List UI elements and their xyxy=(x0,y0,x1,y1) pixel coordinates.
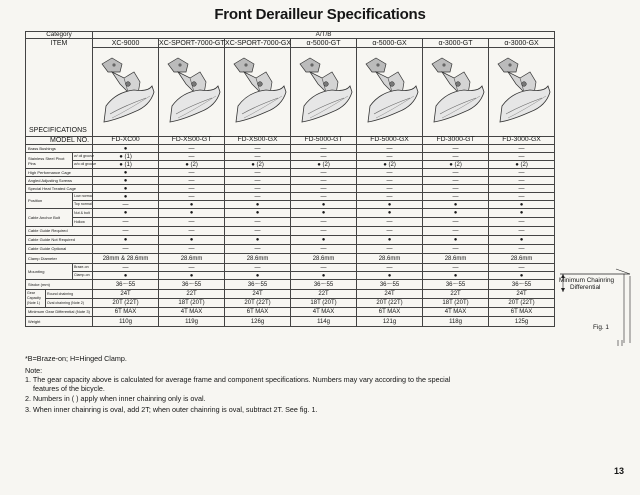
cell-weight: 121g xyxy=(357,317,423,327)
row-label-without-oil-groove: w/o oil groove xyxy=(73,161,93,169)
derailleur-drawing xyxy=(160,48,224,134)
row-label-gear-capacity: Gear Capacity (Note 1) xyxy=(26,290,46,308)
cell-nut-bolt: ● xyxy=(225,209,291,218)
cell-top-normal: — xyxy=(93,201,159,209)
derailleur-image xyxy=(225,48,291,137)
cell-round-chainring: 22T xyxy=(159,290,225,299)
derailleur-drawing xyxy=(358,48,422,134)
derailleur-image xyxy=(357,48,423,137)
model-item-name: α-3000-GX xyxy=(489,39,555,48)
cell-high-performance-cage: — xyxy=(357,169,423,177)
cell-cable-guide-optional: — xyxy=(225,245,291,254)
figure-1 xyxy=(556,268,634,348)
cell-nut-bolt: ● xyxy=(159,209,225,218)
cell-brass-bushings: — xyxy=(225,145,291,153)
cell-round-chainring: 24T xyxy=(225,290,291,299)
cell-clamp-on: ● xyxy=(159,272,225,280)
table-row xyxy=(26,48,555,137)
table-row xyxy=(26,308,555,317)
cell-minimum-gear-differential: 6T MAX xyxy=(489,308,555,317)
cell-special-heat-treated-cage: — xyxy=(159,185,225,193)
cell-high-performance-cage: ● xyxy=(93,169,159,177)
table-row xyxy=(26,264,555,272)
cell-nut-bolt: ● xyxy=(93,209,159,218)
note-2: 2. Numbers in ( ) apply when inner chainring only is oval. xyxy=(25,394,206,403)
row-label-cable-anchor-bolt: Cable Anchor Bolt xyxy=(26,209,73,227)
table-row xyxy=(26,209,555,218)
cell-minimum-gear-differential: 4T MAX xyxy=(159,308,225,317)
cell-special-heat-treated-cage: — xyxy=(225,185,291,193)
row-label-clamp-on: Clamp-on xyxy=(73,272,93,280)
cell-braze-on: — xyxy=(93,264,159,272)
row-label-braze-on: Braze-on xyxy=(73,264,93,272)
item-cell xyxy=(26,39,93,137)
derailleur-image xyxy=(159,48,225,137)
cell-with-oil-groove: — xyxy=(225,153,291,161)
note-heading: Note: xyxy=(25,366,43,375)
cell-cable-guide-optional: — xyxy=(93,245,159,254)
row-label-oval-chainring: Oval chainring (Note 2) xyxy=(46,299,93,308)
row-label-minimum-gear-differential: Minimum Gear Differential (Note 3) xyxy=(26,308,93,317)
cell-angled-adjusting-screws: — xyxy=(291,177,357,185)
model-item-name: α-5000-GT xyxy=(291,39,357,48)
derailleur-image xyxy=(489,48,555,137)
specifications-table xyxy=(25,31,555,327)
row-label-mounting: Mounting xyxy=(26,264,73,280)
cell-cable-guide-not-required: ● xyxy=(489,236,555,245)
cell-cable-guide-not-required: ● xyxy=(225,236,291,245)
model-item-name: α-5000-GX xyxy=(357,39,423,48)
table-row xyxy=(26,245,555,254)
cell-clamp-on: ● xyxy=(423,272,489,280)
row-label-with-oil-groove: w/ oil groove xyxy=(73,153,93,161)
cell-oval-chainring: 20T (22T) xyxy=(489,299,555,308)
cell-angled-adjusting-screws: — xyxy=(159,177,225,185)
cell-clamp-on: ● xyxy=(225,272,291,280)
row-label-brass-bushings: Brass Bushings xyxy=(26,145,93,153)
cell-clamp-diameter: 28.6mm xyxy=(291,254,357,264)
cell-weight: 118g xyxy=(423,317,489,327)
derailleur-image xyxy=(423,48,489,137)
cell-oval-chainring: 18T (20T) xyxy=(291,299,357,308)
table-row xyxy=(26,32,555,39)
cell-brass-bushings: — xyxy=(489,145,555,153)
cell-clamp-on: ● xyxy=(489,272,555,280)
cell-with-oil-groove: — xyxy=(489,153,555,161)
cell-brass-bushings: — xyxy=(423,145,489,153)
figure-caption: Fig. 1 xyxy=(593,324,609,331)
cell-cable-guide-optional: — xyxy=(159,245,225,254)
cell-cable-guide-not-required: ● xyxy=(93,236,159,245)
cell-clamp-on: ● xyxy=(291,272,357,280)
cell-without-oil-groove: ● (1) xyxy=(93,161,159,169)
table-row xyxy=(26,272,555,280)
cell-without-oil-groove: ● (2) xyxy=(423,161,489,169)
cell-minimum-gear-differential: 6T MAX xyxy=(357,308,423,317)
cell-hollow: — xyxy=(423,218,489,227)
row-label-cable-guide-optional: Cable Guide Optional xyxy=(26,245,93,254)
cell-round-chainring: 24T xyxy=(489,290,555,299)
cell-clamp-on: ● xyxy=(357,272,423,280)
row-label-high-performance-cage: High Performance Cage xyxy=(26,169,93,177)
cell-cable-guide-optional: — xyxy=(291,245,357,254)
page-title: Front Derailleur Specifications xyxy=(214,6,426,23)
table-row xyxy=(26,280,555,290)
cell-low-normal: — xyxy=(423,193,489,201)
item-label: ITEM xyxy=(50,40,68,48)
row-label-stainless-steel: Stainless Steel Pivot Pins xyxy=(26,153,73,169)
cell-nut-bolt: ● xyxy=(423,209,489,218)
row-label-special-heat-treated-cage: Special Heat Treated Cage xyxy=(26,185,93,193)
cell-clamp-diameter: 28.6mm xyxy=(423,254,489,264)
cell-round-chainring: 24T xyxy=(93,290,159,299)
cell-cable-guide-optional: — xyxy=(357,245,423,254)
cell-low-normal: — xyxy=(291,193,357,201)
cell-high-performance-cage: — xyxy=(291,169,357,177)
cell-weight: 125g xyxy=(489,317,555,327)
cell-without-oil-groove: ● (2) xyxy=(225,161,291,169)
cell-with-oil-groove: — xyxy=(423,153,489,161)
model-no-value: FD-3000-GT xyxy=(423,137,489,145)
row-label-cable-guide-not-required: Cable Guide Not Required xyxy=(26,236,93,245)
cell-special-heat-treated-cage: — xyxy=(357,185,423,193)
cell-hollow: — xyxy=(357,218,423,227)
cell-braze-on: — xyxy=(489,264,555,272)
page-number: 13 xyxy=(614,466,625,476)
cell-high-performance-cage: — xyxy=(489,169,555,177)
cell-angled-adjusting-screws: — xyxy=(489,177,555,185)
table-row xyxy=(26,39,555,48)
cell-stroke: 36～55 xyxy=(291,280,357,290)
cell-cable-guide-required: — xyxy=(357,227,423,236)
cell-round-chainring: 22T xyxy=(291,290,357,299)
cell-high-performance-cage: — xyxy=(423,169,489,177)
cell-with-oil-groove: — xyxy=(291,153,357,161)
derailleur-drawing xyxy=(490,48,554,134)
model-no-value: FD-3000-GX xyxy=(489,137,555,145)
cell-minimum-gear-differential: 6T MAX xyxy=(93,308,159,317)
cell-hollow: — xyxy=(489,218,555,227)
table-row xyxy=(26,236,555,245)
cell-stroke: 36～55 xyxy=(159,280,225,290)
model-item-name: XC-SPORT-7000-GT xyxy=(159,39,225,47)
derailleur-image xyxy=(93,48,159,137)
model-item-name: XC-9000 xyxy=(93,39,159,48)
row-label-clamp-diameter: Clamp Diameter xyxy=(26,254,93,264)
cell-top-normal: ● xyxy=(291,201,357,209)
cell-angled-adjusting-screws: — xyxy=(225,177,291,185)
table-row xyxy=(26,153,555,161)
cell-weight: 126g xyxy=(225,317,291,327)
model-item-name: α-3000-GT xyxy=(423,39,489,48)
cell-braze-on: — xyxy=(291,264,357,272)
cell-weight: 114g xyxy=(291,317,357,327)
row-label-nut-bolt: Nut & bolt xyxy=(73,209,93,218)
cell-round-chainring: 22T xyxy=(423,290,489,299)
note-1a: 1. The gear capacity above is calculated for average frame and component specifications. Numbers may vary according to the special xyxy=(25,375,451,384)
derailleur-drawing xyxy=(226,48,290,134)
cell-top-normal: ● xyxy=(423,201,489,209)
cell-angled-adjusting-screws: — xyxy=(423,177,489,185)
cell-without-oil-groove: ● (2) xyxy=(159,161,225,169)
cell-angled-adjusting-screws: — xyxy=(357,177,423,185)
cell-braze-on: — xyxy=(225,264,291,272)
cell-oval-chainring: 20T (22T) xyxy=(357,299,423,308)
cell-top-normal: ● xyxy=(159,201,225,209)
row-label-low-normal: Low normal xyxy=(73,193,93,201)
cell-stroke: 36～55 xyxy=(423,280,489,290)
cell-without-oil-groove: ● (2) xyxy=(357,161,423,169)
model-no-value: FD-5000-GT xyxy=(291,137,357,145)
cell-cable-guide-required: — xyxy=(291,227,357,236)
model-no-value: FD-5000-GX xyxy=(357,137,423,145)
cell-nut-bolt: ● xyxy=(489,209,555,218)
cell-cable-guide-not-required: ● xyxy=(159,236,225,245)
cell-with-oil-groove: — xyxy=(159,153,225,161)
cell-cable-guide-required: — xyxy=(489,227,555,236)
cell-clamp-diameter: 28.6mm xyxy=(357,254,423,264)
cell-hollow: — xyxy=(225,218,291,227)
category-label: Category xyxy=(26,32,93,39)
cell-clamp-on: ● xyxy=(93,272,159,280)
cell-brass-bushings: — xyxy=(357,145,423,153)
category-value: A/T/B xyxy=(93,32,555,39)
cell-stroke: 36～55 xyxy=(489,280,555,290)
cell-stroke: 36～55 xyxy=(93,280,159,290)
braze-hinged-note: *B=Braze-on; H=Hinged Clamp. xyxy=(25,354,127,363)
table-body xyxy=(26,32,555,327)
derailleur-drawing xyxy=(94,48,158,134)
cell-with-oil-groove: ● (1) xyxy=(93,153,159,161)
cell-low-normal: — xyxy=(225,193,291,201)
cell-hollow: — xyxy=(159,218,225,227)
row-label-top-normal: Top normal xyxy=(73,201,93,209)
note-1b: features of the bicycle. xyxy=(33,384,105,393)
cell-top-normal: ● xyxy=(357,201,423,209)
table-row xyxy=(26,290,555,299)
cell-angled-adjusting-screws: ● xyxy=(93,177,159,185)
cell-stroke: 36～55 xyxy=(225,280,291,290)
cell-cable-guide-optional: — xyxy=(423,245,489,254)
cell-low-normal: ● xyxy=(93,193,159,201)
cell-nut-bolt: ● xyxy=(357,209,423,218)
cell-cable-guide-required: — xyxy=(225,227,291,236)
derailleur-image xyxy=(291,48,357,137)
cell-round-chainring: 24T xyxy=(357,290,423,299)
cell-cable-guide-not-required: ● xyxy=(357,236,423,245)
row-label-angled-adjusting-screws: Angled Adjusting Screws xyxy=(26,177,93,185)
cell-special-heat-treated-cage: — xyxy=(291,185,357,193)
model-item-name: XC-SPORT-7000-GX xyxy=(225,39,292,47)
cell-clamp-diameter: 28.6mm xyxy=(225,254,291,264)
cell-special-heat-treated-cage: ● xyxy=(93,185,159,193)
cell-cable-guide-required: — xyxy=(159,227,225,236)
cell-high-performance-cage: — xyxy=(225,169,291,177)
cell-weight: 119g xyxy=(159,317,225,327)
cell-oval-chainring: 20T (22T) xyxy=(93,299,159,308)
cell-without-oil-groove: ● (2) xyxy=(489,161,555,169)
row-label-stroke: Stroke (mm) xyxy=(26,280,93,290)
table-row xyxy=(26,145,555,153)
cell-brass-bushings: ● xyxy=(93,145,159,153)
figure-label-1: Minimum Chainring xyxy=(559,277,615,284)
cell-clamp-diameter: 28mm & 28.6mm xyxy=(93,254,159,264)
cell-high-performance-cage: — xyxy=(159,169,225,177)
model-no-value: FD-XS00-GX xyxy=(225,137,291,145)
table-row xyxy=(26,137,555,145)
cell-braze-on: — xyxy=(423,264,489,272)
row-label-hollow: Hollow xyxy=(73,218,93,227)
cell-low-normal: — xyxy=(489,193,555,201)
table-row xyxy=(26,177,555,185)
cell-cable-guide-not-required: ● xyxy=(291,236,357,245)
table-row xyxy=(26,227,555,236)
model-no-label: MODEL NO. xyxy=(26,137,93,145)
cell-minimum-gear-differential: 4T MAX xyxy=(423,308,489,317)
table-row xyxy=(26,185,555,193)
table-row xyxy=(26,169,555,177)
cell-top-normal: ● xyxy=(225,201,291,209)
specifications-label: SPECIFICATIONS xyxy=(29,127,87,135)
table-row xyxy=(26,201,555,209)
row-label-position: Position xyxy=(26,193,73,209)
cell-hollow: — xyxy=(291,218,357,227)
cell-braze-on: — xyxy=(159,264,225,272)
note-3: 3. When inner chainring is oval, add 2T; when outer chainring is oval, subtract 2T. See fig. 1. xyxy=(25,405,318,414)
row-label-weight: Weight xyxy=(26,317,93,327)
table-row xyxy=(26,299,555,308)
cell-without-oil-groove: ● (2) xyxy=(291,161,357,169)
cell-low-normal: — xyxy=(357,193,423,201)
cell-oval-chainring: 18T (20T) xyxy=(423,299,489,308)
model-no-value: FD-XC00 xyxy=(93,137,159,145)
cell-cable-guide-not-required: ● xyxy=(423,236,489,245)
cell-minimum-gear-differential: 6T MAX xyxy=(225,308,291,317)
cell-special-heat-treated-cage: — xyxy=(423,185,489,193)
cell-hollow: — xyxy=(93,218,159,227)
cell-oval-chainring: 18T (20T) xyxy=(159,299,225,308)
cell-brass-bushings: — xyxy=(291,145,357,153)
cell-top-normal: ● xyxy=(489,201,555,209)
cell-minimum-gear-differential: 4T MAX xyxy=(291,308,357,317)
cell-cable-guide-required: — xyxy=(423,227,489,236)
table-row xyxy=(26,317,555,327)
cell-nut-bolt: ● xyxy=(291,209,357,218)
derailleur-drawing xyxy=(292,48,356,134)
table-row xyxy=(26,254,555,264)
derailleur-drawing xyxy=(424,48,488,134)
figure-label-2: Differential xyxy=(570,284,601,291)
cell-clamp-diameter: 28.6mm xyxy=(159,254,225,264)
cell-cable-guide-required: — xyxy=(93,227,159,236)
cell-low-normal: — xyxy=(159,193,225,201)
cell-braze-on: — xyxy=(357,264,423,272)
cell-with-oil-groove: — xyxy=(357,153,423,161)
cell-weight: 110g xyxy=(93,317,159,327)
cell-brass-bushings: — xyxy=(159,145,225,153)
cell-stroke: 36～55 xyxy=(357,280,423,290)
cell-clamp-diameter: 28.6mm xyxy=(489,254,555,264)
table-row xyxy=(26,161,555,169)
table-row xyxy=(26,193,555,201)
table-row xyxy=(26,218,555,227)
cell-oval-chainring: 20T (22T) xyxy=(225,299,291,308)
cell-special-heat-treated-cage: — xyxy=(489,185,555,193)
cell-cable-guide-optional: — xyxy=(489,245,555,254)
row-label-round-chainring: Round chainring xyxy=(46,290,93,299)
model-no-value: FD-XS00-GT xyxy=(159,137,225,145)
row-label-cable-guide-required: Cable Guide Required xyxy=(26,227,93,236)
